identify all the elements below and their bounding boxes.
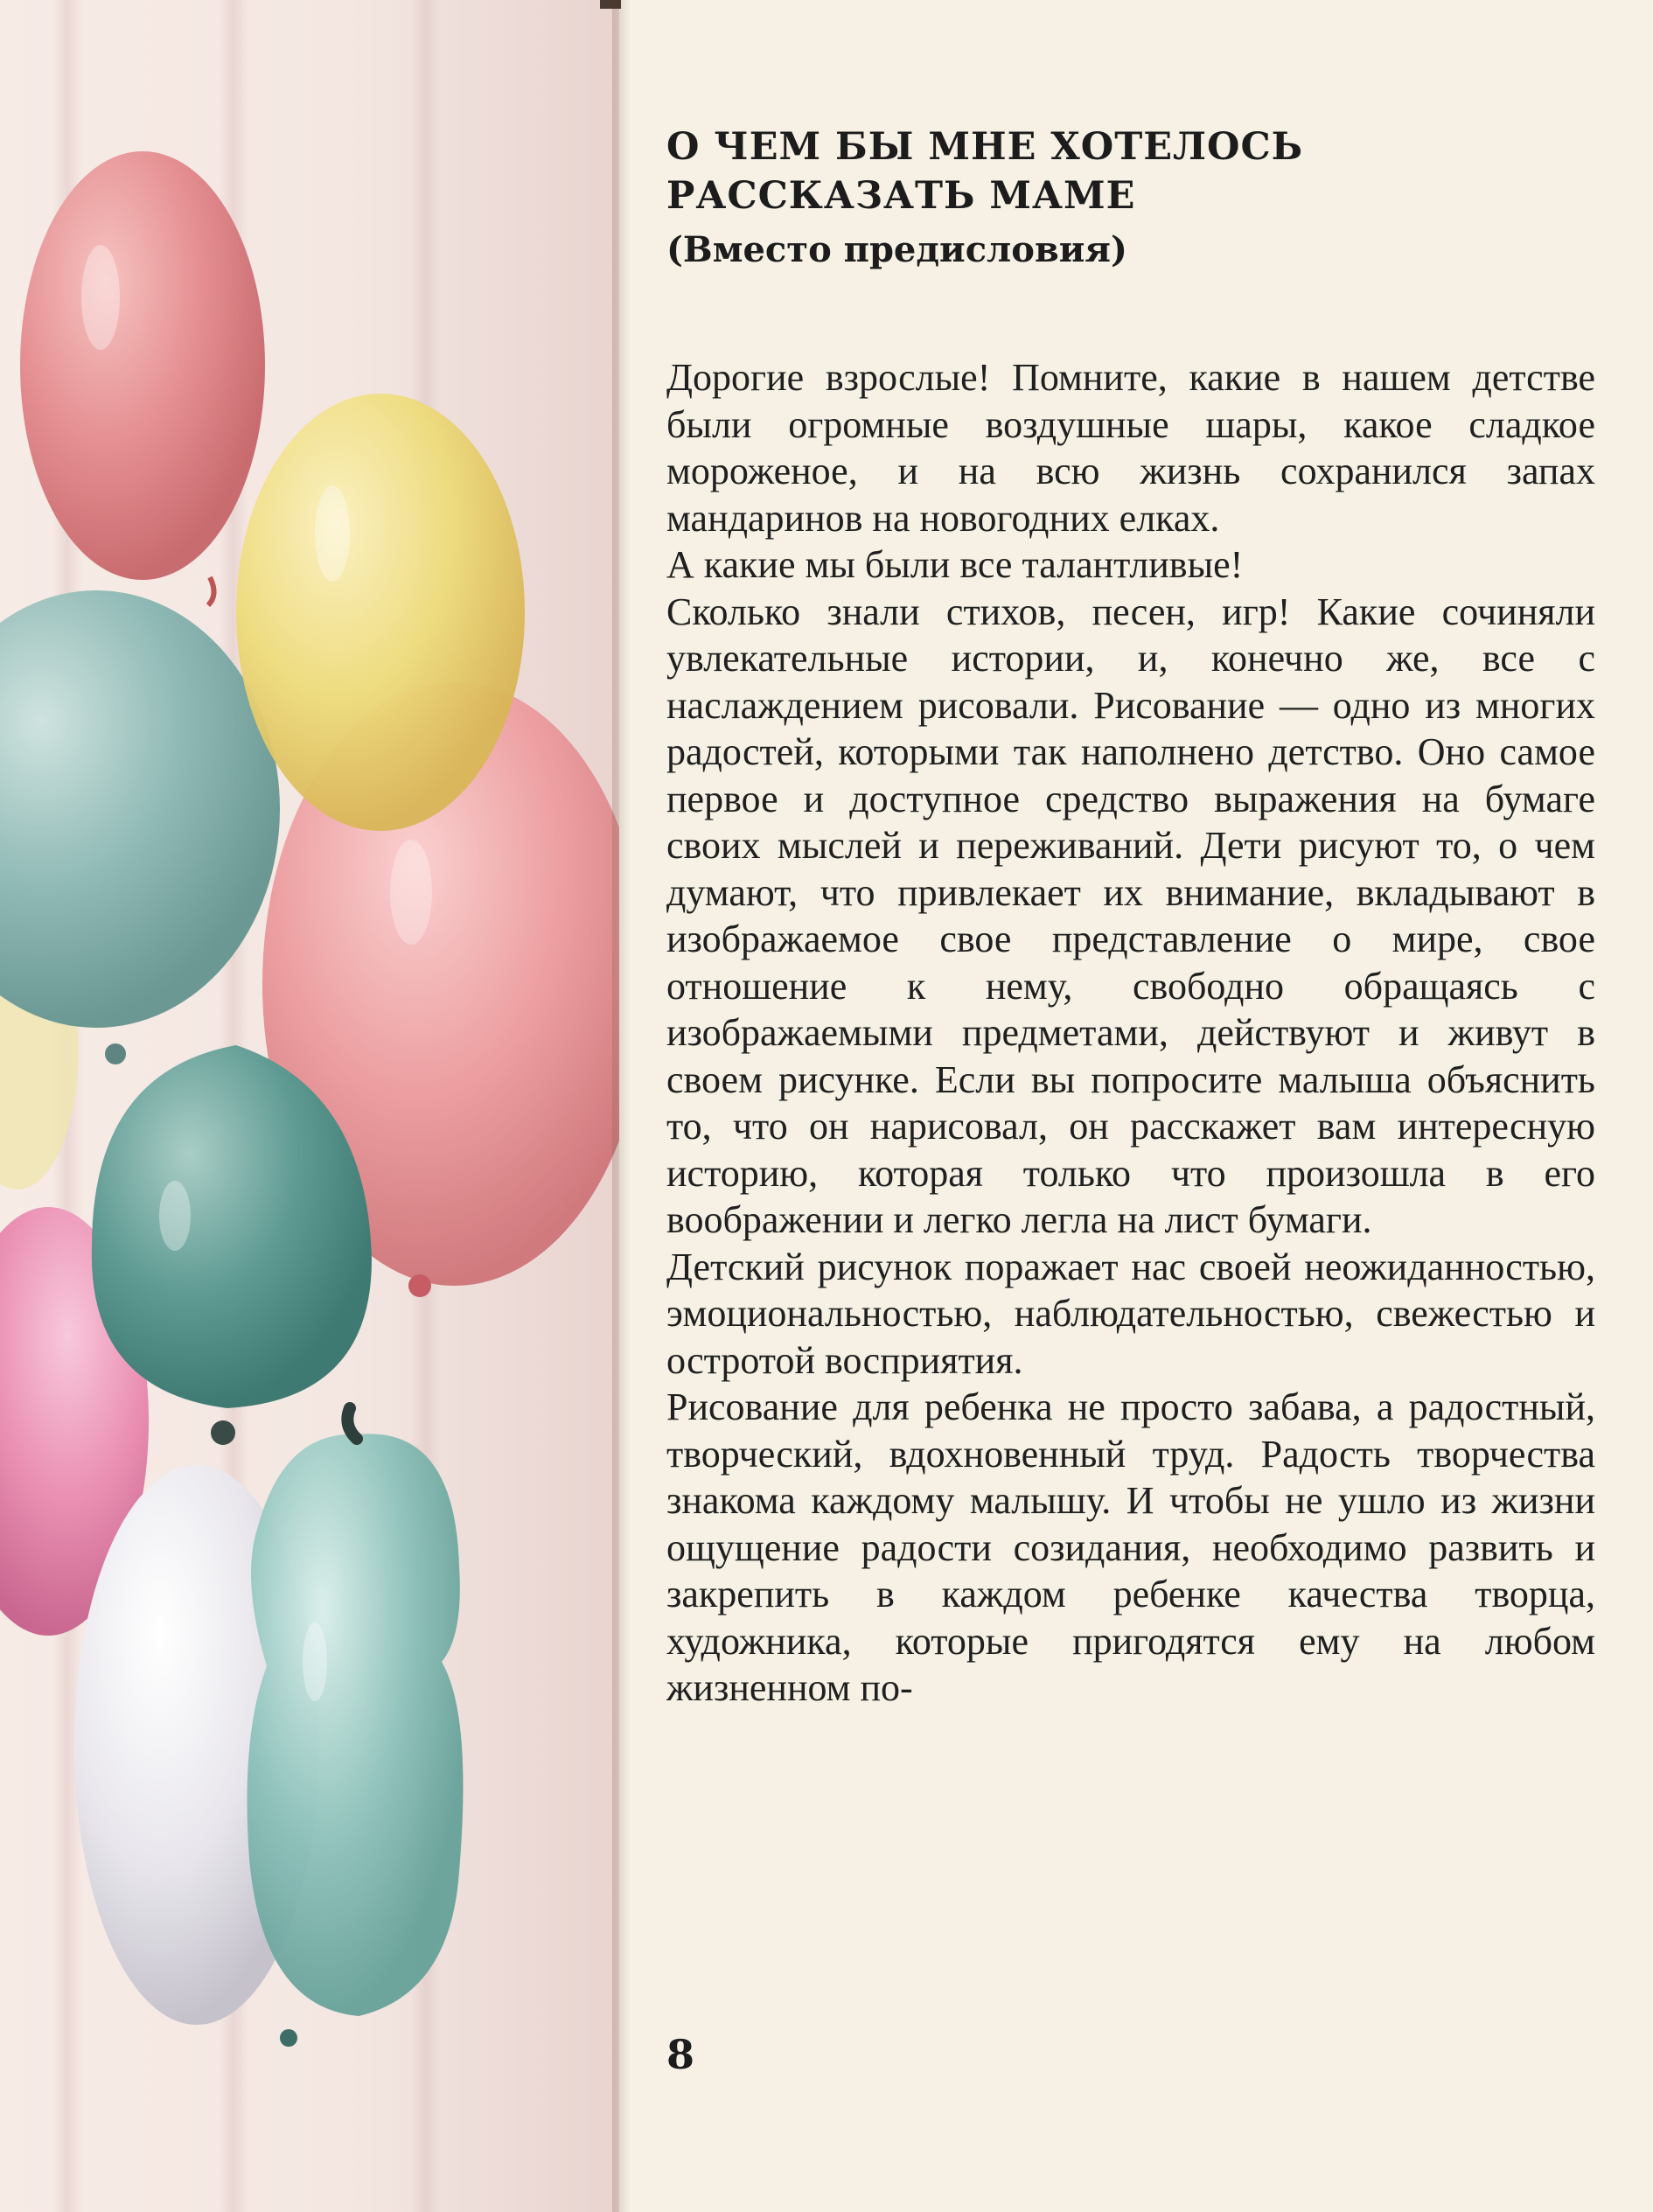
balloons-photo	[0, 0, 619, 2212]
paragraph: Сколько знали стихов, песен, игр! Какие сочиняли увлекательные истории, и, конечно же, все с наслаждением рисовали. Рисование — одно из многих радостей, которыми так наполнено детство. Оно самое первое и доступное средство выражения на бумаге своих мыслей и переживаний. Дети рисуют то, о чем думают, что привлекает их внимание, вкладывают в изображаемое свое представление о мире, свое отношение к нему, свободно обращаясь с изображаемыми предметами, действуют и живут в своем рисунке. Если вы попросите малыша объяснить то, что он нарисовал, он расскажет вам интересную историю, которая только что произошла в его воображении и легко легла на лист бумаги.	[666, 590, 1595, 1241]
balloon	[0, 590, 280, 1028]
chapter-title	[666, 122, 1595, 220]
page-gutter	[612, 0, 631, 2212]
heading-block	[666, 122, 1595, 275]
paragraph: Рисование для ребенка не просто забава, а радостный, творческий, вдохновенный труд. Радость творчества знакома каждому малышу. И чтобы не ушло из жизни ощущение радости созидания, необходимо развить и закрепить в каждом ребенке качества творца, художника, которые пригодятся ему на любом жизненном по-	[666, 1385, 1595, 1709]
paragraph: Дорогие взрослые! Помните, какие в нашем детстве были огромные воздушные шары, какое сладкое мороженое, и на всю жизнь сохранился запах мандаринов на новогодних елках.	[666, 356, 1595, 540]
balloon	[236, 394, 525, 831]
balloon	[248, 1434, 464, 2016]
binding-mark	[600, 0, 621, 9]
body-text	[666, 354, 1595, 1712]
chapter-title-line2: РАССКАЗАТЬ МАМЕ	[666, 174, 1136, 218]
chapter-subtitle: (Вместо предисловия)	[666, 229, 1127, 270]
chapter-title-line1: О ЧЕМ БЫ МНЕ ХОТЕЛОСЬ	[666, 125, 1304, 169]
page-number: 8	[666, 2031, 695, 2078]
paragraph: А какие мы были все талантливые!	[666, 543, 1244, 586]
paragraph: Детский рисунок поражает нас своей неожиданностью, эмоциональностью, наблюдательностью, свежестью и остротой восприятия.	[666, 1245, 1595, 1382]
balloons-illustration	[0, 0, 619, 2212]
balloon	[20, 151, 265, 580]
